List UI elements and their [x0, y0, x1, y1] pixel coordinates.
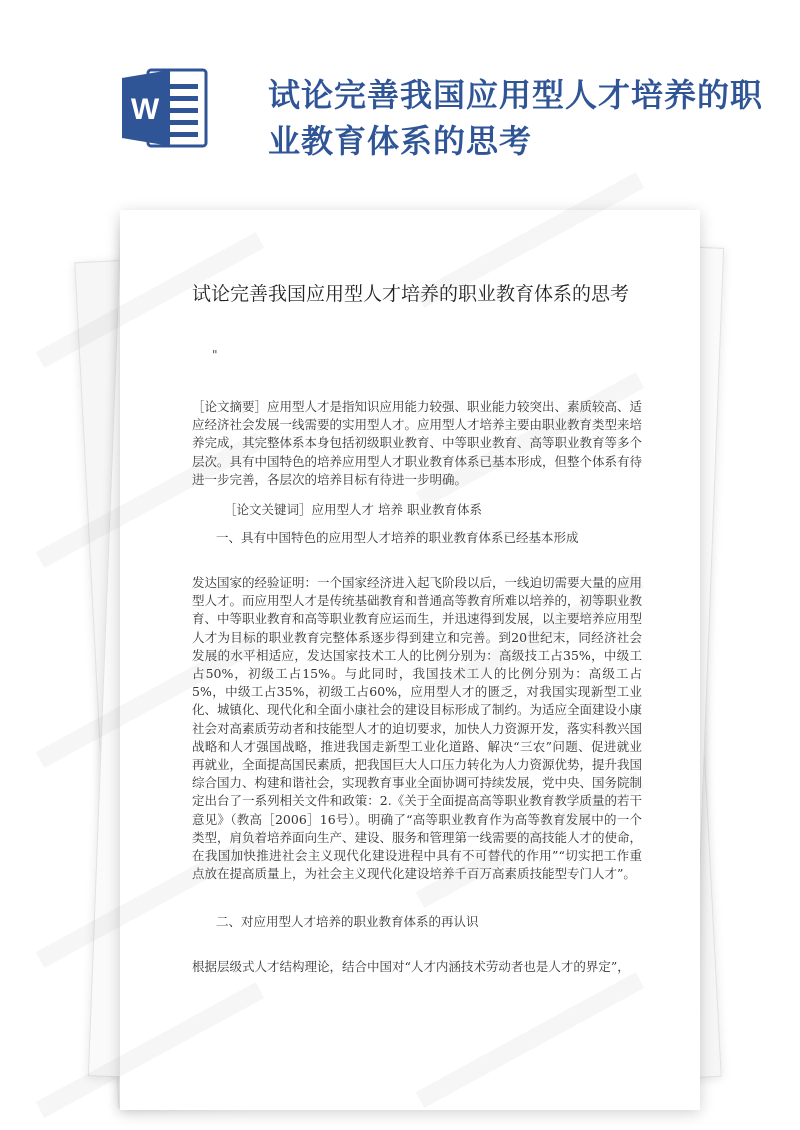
body-paragraph-1: 发达国家的经验证明：一个国家经济进入起飞阶段以后，一线迫切需要大量的应用型人才。而应用型人才是传统基础教育和普通高等教育所难以培养的，初等职业教育、中等职业教育和高等职业教育应运而生，并迅速得到发展，以主要培养应用型人才为目标的职业教育完整体系逐步得到建立和完善。到20世纪末，同经济社会发展的水平相适应，发达国家技术工人的比例分别为：高级技工占35%，中级工占50%，初级工占15%。与此同时，我国技术工人的比例分别为：高级工占5%，中级工占35%，初级工占60%，应用型人才的匮乏，对我国实现新型工业化、城镇化、现代化和全面小康社会的建设目标形成了制约。为适应全面建设小康社会对高素质劳动者和技能型人才的迫切要求，加快人力资源开发，落实科教兴国战略和人才强国战略，推进我国走新型工业化道路、解决“三农”问题、促进就业再就业，全面提高国民素质，把我国巨大人口压力转化为人力资源优势，提升我国综合国力、构建和谐社会，实现教育事业全面协调可持续发展，党中央、国务院制定出台了一系列相关文件和政策：2.《关于全面提高高等职业教育教学质量的若干意见》（教高［2006］16号）。明确了“高等职业教育作为高等教育发展中的一个类型，肩负着培养面向生产、建设、服务和管理第一线需要的高技能人才的使命，在我国加快推进社会主义现代化建设进程中具有不可替代的作用”“切实把工作重点放在提高质量上，为社会主义现代化建设培养千百万高素质技能型专门人才”。 [192, 575, 643, 882]
abstract-paragraph: ［论文摘要］应用型人才是指知识应用能力较强、职业能力较突出、素质较高、适应经济社会发展一线需要的实用型人才。应用型人才培养主要由职业教育类型来培养完成，其完整体系本身包括初级职业教育、中等职业教育、高等职业教育等多个层次。具有中国特色的培养应用型人才职业教育体系已基本形成，但整个体系有待进一步完善，各层次的培养目标有待进一步明确。 [192, 399, 643, 487]
quote-mark: " [212, 348, 218, 362]
keywords-line: ［论文关键词］应用型人才 培养 职业教育体系 [224, 502, 482, 517]
document-page [120, 210, 700, 1110]
section-heading-1: 一、具有中国特色的应用型人才培养的职业教育体系已经基本形成 [216, 530, 579, 545]
banner-title: 试论完善我国应用型人才培养的职业教育体系的思考 [268, 76, 764, 160]
body-paragraph-2: 根据层级式人才结构理论，结合中国对“人才内涵技术劳动者也是人才的界定”， [192, 959, 630, 974]
word-document-icon [118, 60, 214, 156]
section-heading-2: 二、对应用型人才培养的职业教育体系的再认识 [216, 914, 479, 929]
word-icon-letter: W [130, 93, 160, 126]
banner [0, 0, 800, 230]
document-title: 试论完善我国应用型人才培养的职业教育体系的思考 [192, 283, 630, 305]
